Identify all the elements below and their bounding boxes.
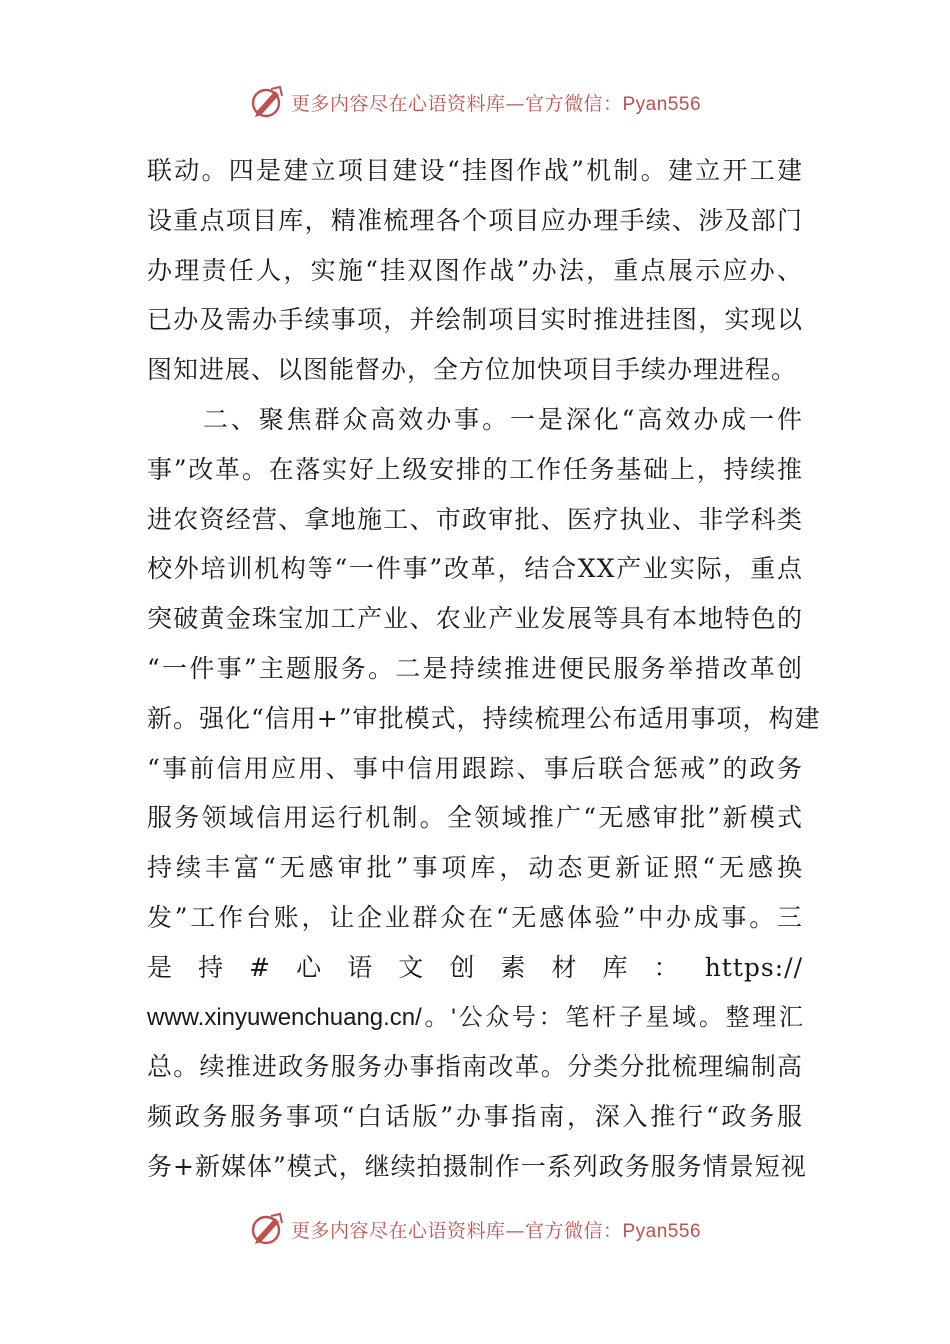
banner-wechat-label: 官方微信： <box>524 92 623 115</box>
body-line: 务+新媒体”模式，继续拍摄制作一系列政务服务情景短视 <box>147 1151 807 1181</box>
body-line: 总。续推进政务服务办事指南改革。分类分批梳理编制高 <box>147 1052 803 1082</box>
banner-prefix: 更多内容尽在心语资料库 <box>290 1219 506 1242</box>
body-line: 突破黄金珠宝加工产业、农业产业发展等具有本地特色的 <box>147 604 803 634</box>
body-line: 发”工作台账，让企业群众在“无感体验”中办成事。三 <box>147 902 803 932</box>
body-line: 联动。四是建立项目建设“挂图作战”机制。建立开工建 <box>147 156 803 185</box>
body-line: “一件事”主题服务。二是持续推进便民服务举措改革创 <box>147 653 803 683</box>
body-line: 是持#心语文创素材库：https:// <box>147 952 803 982</box>
banner-prefix: 更多内容尽在心语资料库 <box>290 92 506 115</box>
banner-wechat-label: 官方微信： <box>524 1219 623 1242</box>
body-line-url: www.xinyuwenchuang.cn/。'公众号：笔杆子星域。整理汇 <box>147 1003 803 1031</box>
body-line: 设重点项目库，精准梳理各个项目应办理手续、涉及部门 <box>147 205 803 235</box>
body-line: 新。强化“信用+”审批模式，持续梳理公布适用事项，构建 <box>147 703 821 733</box>
body-line: 持续丰富“无感审批”事项库，动态更新证照“无感换 <box>147 853 803 883</box>
body-line: “事前信用应用、事中信用跟踪、事后联合惩戒”的政务 <box>147 753 803 783</box>
document-body <box>147 146 821 1192</box>
body-line: 进农资经营、拿地施工、市政审批、医疗执业、非学科类 <box>147 504 803 534</box>
pen-logo-icon <box>249 84 285 120</box>
banner-text <box>291 1216 701 1243</box>
header-banner <box>0 80 950 124</box>
body-line: 频政务服务事项“白话版”办事指南，深入推行“政务服 <box>147 1102 803 1132</box>
body-line: 二、聚焦群众高效办事。一是深化“高效办成一件 <box>147 404 803 434</box>
banner-handle: Pyan556 <box>622 93 702 115</box>
banner-dash: — <box>505 92 525 115</box>
body-line: 校外培训机构等“一件事”改革，结合XX产业实际，重点 <box>147 554 803 584</box>
body-line: 事”改革。在落实好上级安排的工作任务基础上，持续推 <box>147 454 803 484</box>
banner-handle: Pyan556 <box>622 1220 702 1242</box>
body-line: 办理责任人，实施“挂双图作战”办法，重点展示应办、 <box>147 255 803 285</box>
banner-text <box>291 89 701 116</box>
body-line: 图知进展、以图能督办，全方位加快项目手续办理进程。 <box>147 355 798 385</box>
banner-dash: — <box>505 1219 525 1242</box>
pen-logo-icon <box>249 1211 285 1247</box>
footer-banner <box>0 1207 950 1251</box>
body-line: 服务领域信用运行机制。全领域推广“无感审批”新模式 <box>147 803 803 833</box>
body-line: 已办及需办手续事项，并绘制项目实时推进挂图，实现以 <box>147 305 803 335</box>
